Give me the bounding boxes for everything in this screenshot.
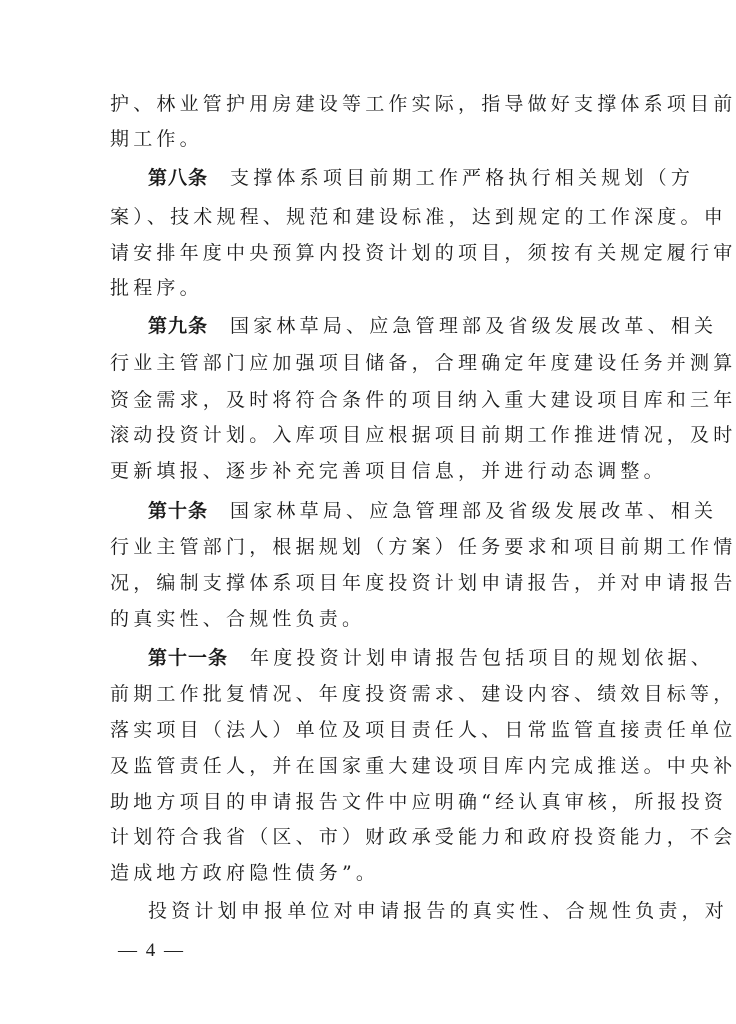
text-line: 助地方项目的申请报告文件中应明确“经认真审核，所报投资	[110, 791, 728, 813]
text-line: 国家林草局、应急管理部及省级发展改革、相关	[230, 500, 718, 522]
text-line: 案）、技术规程、规范和建设标准，达到规定的工作深度。申	[110, 206, 727, 228]
article-heading: 第九条	[148, 315, 209, 337]
text-line: 期工作。	[110, 128, 203, 150]
article-9-first-line	[148, 311, 718, 341]
text-line: 资金需求，及时将符合条件的项目纳入重大建设项目库和三年	[110, 389, 736, 411]
text-line: 支撑体系项目前期工作严格执行相关规划（方	[230, 167, 695, 189]
text-line: 行业主管部门应加强项目储备，合理确定年度建设任务并测算	[110, 352, 736, 374]
text-line: 落实项目（法人）单位及项目责任人、日常监管直接责任单位	[110, 719, 736, 741]
article-heading: 第十一条	[148, 647, 229, 669]
article-heading: 第八条	[148, 167, 209, 189]
text-line: 批程序。	[110, 277, 203, 299]
article-11-first-line	[148, 643, 715, 673]
text-line: 护、林业管护用房建设等工作实际，指导做好支撑体系项目前	[110, 93, 736, 115]
text-line: 投资计划申报单位对申请报告的真实性、合规性负责，对	[148, 900, 729, 922]
article-8-first-line	[148, 163, 695, 193]
text-line: 况，编制支撑体系项目年度投资计划申请报告，并对申请报告	[110, 572, 736, 594]
text-line: 计划符合我省（区、市）财政承受能力和政府投资能力，不会	[110, 826, 736, 848]
text-line: 前期工作批复情况、年度投资需求、建设内容、绩效目标等，	[110, 683, 736, 705]
page-number: — 4 —	[118, 940, 185, 961]
article-heading: 第十条	[148, 500, 209, 522]
text-line: 造成地方政府隐性债务”。	[110, 862, 380, 884]
text-line: 请安排年度中央预算内投资计划的项目，须按有关规定履行审	[110, 242, 736, 264]
text-line: 年度投资计划申请报告包括项目的规划依据、	[250, 647, 715, 669]
article-10-first-line	[148, 496, 718, 526]
text-line: 更新填报、逐步补充完善项目信息，并进行动态调整。	[110, 460, 667, 482]
text-line: 国家林草局、应急管理部及省级发展改革、相关	[230, 315, 718, 337]
text-line: 行业主管部门，根据规划（方案）任务要求和项目前期工作情	[110, 536, 736, 558]
text-line: 的真实性、合规性负责。	[110, 608, 366, 630]
text-line: 滚动投资计划。入库项目应根据项目前期工作推进情况，及时	[110, 424, 736, 446]
text-line: 及监管责任人，并在国家重大建设项目库内完成推送。中央补	[110, 755, 736, 777]
